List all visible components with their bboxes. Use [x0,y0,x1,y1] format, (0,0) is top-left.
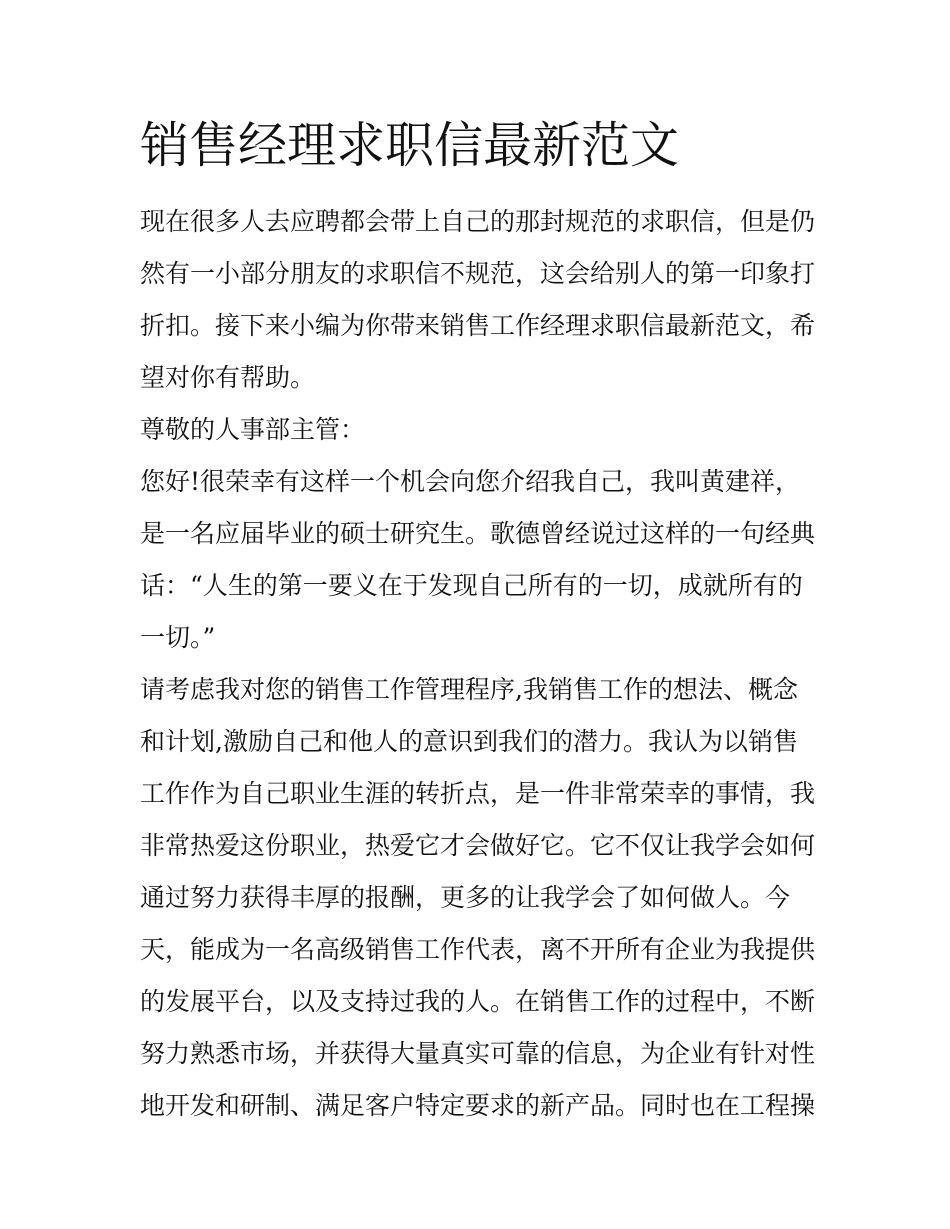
paragraph-line: 天，能成为一名高级销售工作代表，离不开所有企业为我提供 [140,935,816,964]
document-body [140,196,816,1132]
paragraph-line: 请考虑我对您的销售工作管理程序,我销售工作的想法、概念 [140,675,798,704]
document-title: 销售经理求职信最新范文 [140,117,680,174]
paragraph-line: 现在很多人去应聘都会带上自己的那封规范的求职信，但是仍 [140,207,816,236]
paragraph-line: 您好!很荣幸有这样一个机会向您介绍我自己，我叫黄建祥， [140,467,801,496]
paragraph-line: 然有一小部分朋友的求职信不规范，这会给别人的第一印象打 [140,259,816,288]
paragraph-line: 和计划,激励自己和他人的意识到我们的潜力。我认为以销售 [140,727,798,756]
paragraph-line: 望对你有帮助。 [140,363,316,392]
paragraph-line: 话：“人生的第一要义在于发现自己所有的一切，成就所有的 [140,571,803,600]
paragraph-line: 地开发和研制、满足客户特定要求的新产品。同时也在工程操 [140,1091,816,1120]
paragraph-line: 通过努力获得丰厚的报酬，更多的让我学会了如何做人。今 [140,883,791,912]
paragraph-line: 努力熟悉市场，并获得大量真实可靠的信息，为企业有针对性 [140,1039,816,1068]
paragraph-line: 非常热爱这份职业，热爱它才会做好它。它不仅让我学会如何 [140,831,816,860]
paragraph-line: 一切。” [140,623,216,652]
paragraph-line: 折扣。接下来小编为你带来销售工作经理求职信最新范文，希 [140,311,816,340]
salutation-line: 尊敬的人事部主管： [140,415,366,444]
paragraph-line: 的发展平台，以及支持过我的人。在销售工作的过程中，不断 [140,987,816,1016]
paragraph-line: 是一名应届毕业的硕士研究生。歌德曾经说过这样的一句经典 [140,519,816,548]
paragraph-line: 工作作为自己职业生涯的转折点，是一件非常荣幸的事情，我 [140,779,816,808]
